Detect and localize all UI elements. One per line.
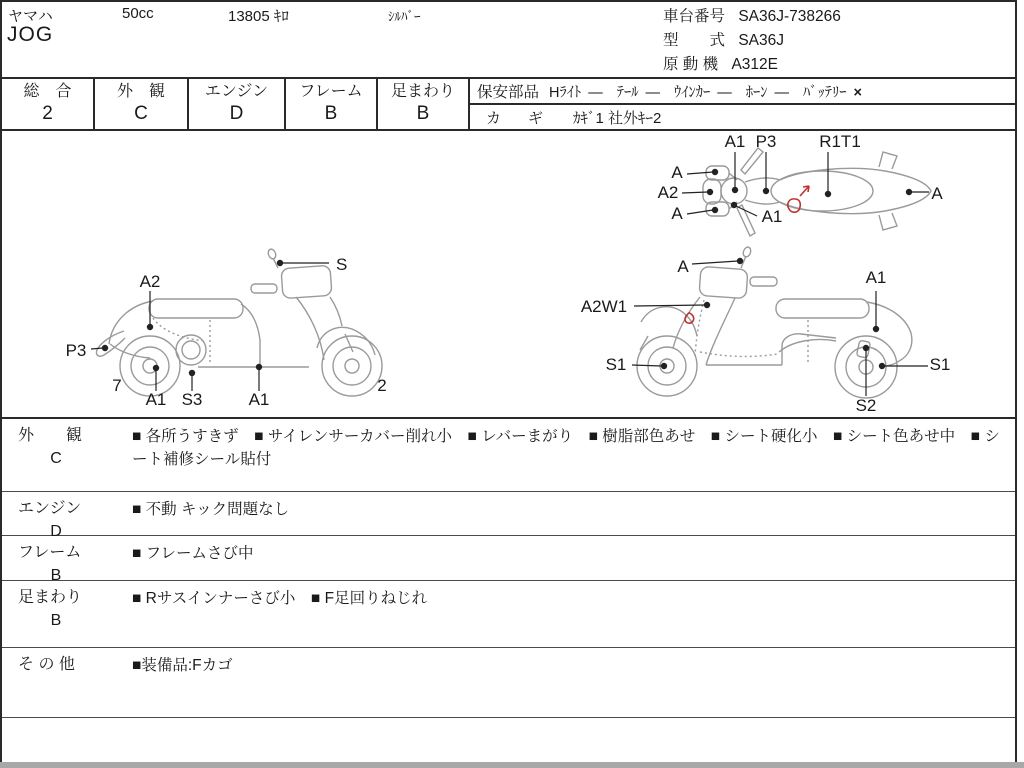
comment-row-frame-items: ■ フレームさび中 [132,545,254,562]
right-view-label-s2: S2 [855,396,877,415]
model-type-value: SA36J [738,32,784,49]
safety-parts-box [470,79,1016,129]
comment-row-engine-header [2,492,130,540]
comment-row-frame-grade: B [50,567,62,584]
rating-undercarriage-label: 足まわり [390,83,455,100]
comment-row-engine-items: ■ 不動 キック問題なし [132,501,290,518]
safety-item: Hﾗｲﾄ — [549,84,603,101]
ratings-row [2,77,1016,131]
condition-comments-table [2,419,1016,762]
comment-row-exterior [2,419,1016,492]
comment-row-undercarriage-grade: B [50,612,62,629]
key-row [470,105,1016,129]
left-view-label-a1-rear: A1 [145,390,167,409]
rating-frame [286,79,378,129]
rating-engine [189,79,286,129]
safety-item: ｳｲﾝｶｰ — [674,84,732,101]
model-type-label: 型 式 [663,32,726,49]
left-view-label-2: 2 [377,376,387,395]
comment-row-other-items: ■装備品:Fカゴ [132,657,233,674]
safety-item: ﾎｰﾝ — [745,84,789,101]
engine-code-label: 原 動 機 [663,56,719,73]
comment-row-frame-label: フレーム [18,544,82,561]
comment-row-engine [2,492,1016,540]
comment-row-undercarriage-header [2,581,130,647]
left-view-label-7: 7 [112,376,122,395]
rating-overall-label: 総 合 [23,83,72,100]
comment-row-other-header [2,648,130,717]
right-view-label-a2w1: A2W1 [580,297,628,316]
rating-exterior-label: 外 観 [116,83,165,100]
rating-exterior [95,79,189,129]
right-view-label-s1-front: S1 [605,355,627,374]
header [2,2,1015,77]
comment-row-undercarriage [2,581,1016,648]
chassis-number-row [663,5,841,29]
comment-row-other [2,648,1016,718]
right-view-label-a1: A1 [865,268,887,287]
model-name: JOG [7,23,54,46]
top-view-label-p3: P3 [755,132,777,151]
top-view-label-a1: A1 [724,132,746,151]
chassis-number-label: 車台番号 [663,8,726,25]
top-view-label-r1t1: R1T1 [819,132,861,151]
body-color: ｼﾙﾊﾞｰ [388,9,421,24]
left-view-label-a2: A2 [139,272,161,291]
rating-engine-value: D [229,103,244,124]
rating-undercarriage-value: B [416,103,430,124]
left-view-label-s3: S3 [181,390,203,409]
rating-undercarriage [378,79,470,129]
top-view-label-a2: A2 [657,183,679,202]
rating-exterior-value: C [134,103,148,124]
rating-overall-value: 2 [42,103,53,124]
rating-overall [2,79,95,129]
key-value: ｶｷﾞ1 社外ｷｰ2 [573,109,662,127]
sheet-border-top [0,0,1017,2]
rating-frame-value: B [324,103,338,124]
safety-items [549,81,876,102]
left-view-label-p3: P3 [65,341,87,360]
engine-code-value: A312E [731,56,778,73]
top-view-label-a1-bottom: A1 [761,207,783,226]
top-view-label-a-right: A [931,184,943,203]
damage-diagram-box [2,131,1016,419]
left-view-label-s: S [336,255,348,274]
sheet-border-bottom [0,762,1024,768]
comment-row-frame-header [2,536,130,584]
comment-row-other-label: そ の 他 [18,656,75,673]
comment-row-exterior-items: ■ 各所うすきず ■ サイレンサーカバー削れ小 ■ レバーまがり ■ 樹脂部色あせ ■ シート硬化小 ■ シート色あせ中 ■ シート補修シール貼付 [132,428,1000,468]
comment-row-exterior-label: 外 観 [18,427,83,444]
rating-engine-label: エンジン [204,83,269,100]
safety-parts-row [470,79,1016,105]
comment-row-exterior-header [2,419,130,491]
right-view-label-s1-rear: S1 [929,355,951,374]
sheet-border-left [0,0,2,763]
comment-row-frame [2,536,1016,584]
sheet-border-right [1015,0,1017,763]
safety-item: ﾃｰﾙ — [616,84,660,101]
comment-row-undercarriage-label: 足まわり [18,589,83,606]
left-view-label-a1-floor: A1 [248,390,270,409]
engine-displacement: 50cc [122,5,154,22]
top-view-label-a-left-bottom: A [671,204,683,223]
key-label: カ ギ [486,109,550,127]
model-type-row [663,29,841,53]
comment-row-empty [2,718,1016,762]
safety-parts-title: 保安部品 [477,84,540,101]
comment-row-engine-label: エンジン [18,500,82,517]
vehicle-id-block [663,5,841,77]
engine-code-row [663,53,841,77]
rating-frame-label: フレーム [299,83,363,100]
top-view-label-a-left-top: A [671,163,683,182]
comment-row-engine-grade: D [50,523,62,540]
comment-row-exterior-grade: C [50,450,62,467]
right-view-label-a: A [677,257,689,276]
comment-row-undercarriage-items: ■ Rサスインナーさび小 ■ F足回りねじれ [132,590,428,607]
mileage: 13805 ｷﾛ [228,8,289,25]
safety-item: ﾊﾞｯﾃﾘｰ × [803,84,862,101]
maker-name: ヤマハ [8,8,53,25]
chassis-number-value: SA36J-738266 [738,8,841,25]
